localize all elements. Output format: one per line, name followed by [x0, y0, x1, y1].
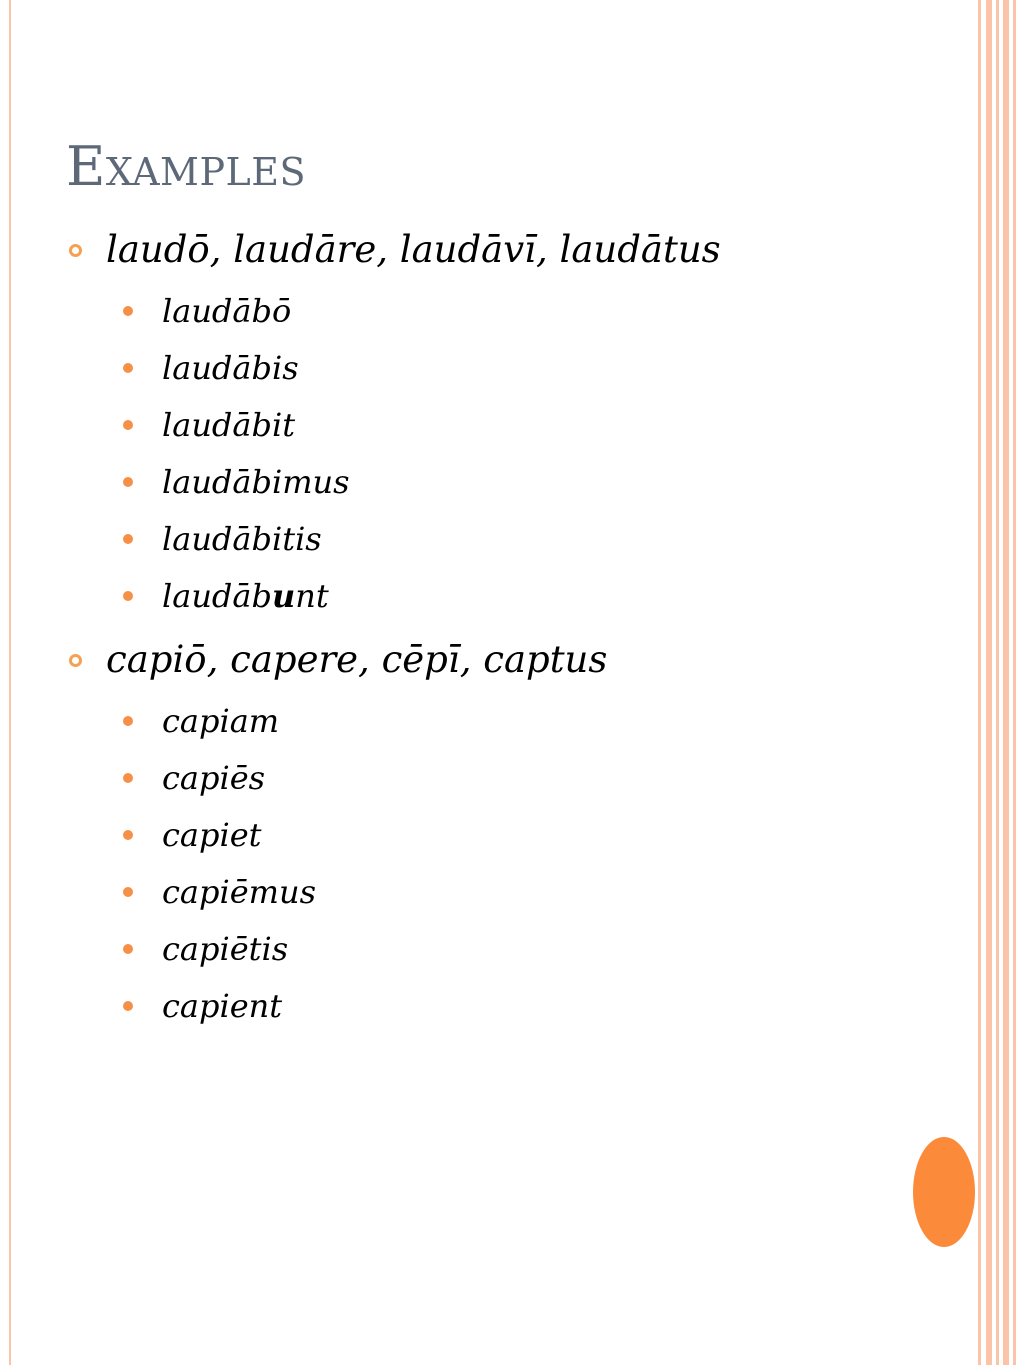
list-item: capient	[162, 987, 283, 1025]
bullet-dot-icon	[123, 944, 133, 954]
list-item: capiētis	[162, 930, 289, 968]
bullet-dot-icon	[123, 363, 133, 373]
list-item: laudābit	[162, 406, 296, 444]
slide-title: Examples	[66, 135, 307, 198]
list-heading: capiō, capere, cēpī, captus	[106, 638, 608, 681]
form-highlight: u	[271, 577, 296, 615]
list-heading: laudō, laudāre, laudāvī, laudātus	[106, 228, 721, 271]
bullet-dot-icon	[123, 306, 133, 316]
bullet-dot-icon	[123, 887, 133, 897]
bullet-dot-icon	[123, 830, 133, 840]
bullet-dot-icon	[123, 1001, 133, 1011]
bullet-dot-icon	[123, 477, 133, 487]
bullet-dot-icon	[123, 716, 133, 726]
bullet-dot-icon	[123, 420, 133, 430]
bullet-dot-icon	[123, 773, 133, 783]
list-item: laudābis	[162, 349, 299, 387]
list-item: capiēmus	[162, 873, 317, 911]
list-item: capiam	[162, 702, 280, 740]
list-item: capiēs	[162, 759, 266, 797]
bullet-ring-icon	[69, 654, 82, 667]
list-item: laudābō	[162, 292, 292, 330]
left-border-line	[9, 0, 11, 1365]
decorative-oval	[913, 1137, 975, 1247]
list-item	[162, 576, 329, 616]
form-ending: nt	[295, 577, 329, 615]
form-stem: laudāb	[162, 577, 272, 615]
list-item: capiet	[162, 816, 262, 854]
bullet-dot-icon	[123, 534, 133, 544]
bullet-ring-icon	[69, 244, 82, 257]
bullet-dot-icon	[123, 591, 133, 601]
list-item: laudābimus	[162, 463, 350, 501]
list-item: laudābitis	[162, 520, 322, 558]
